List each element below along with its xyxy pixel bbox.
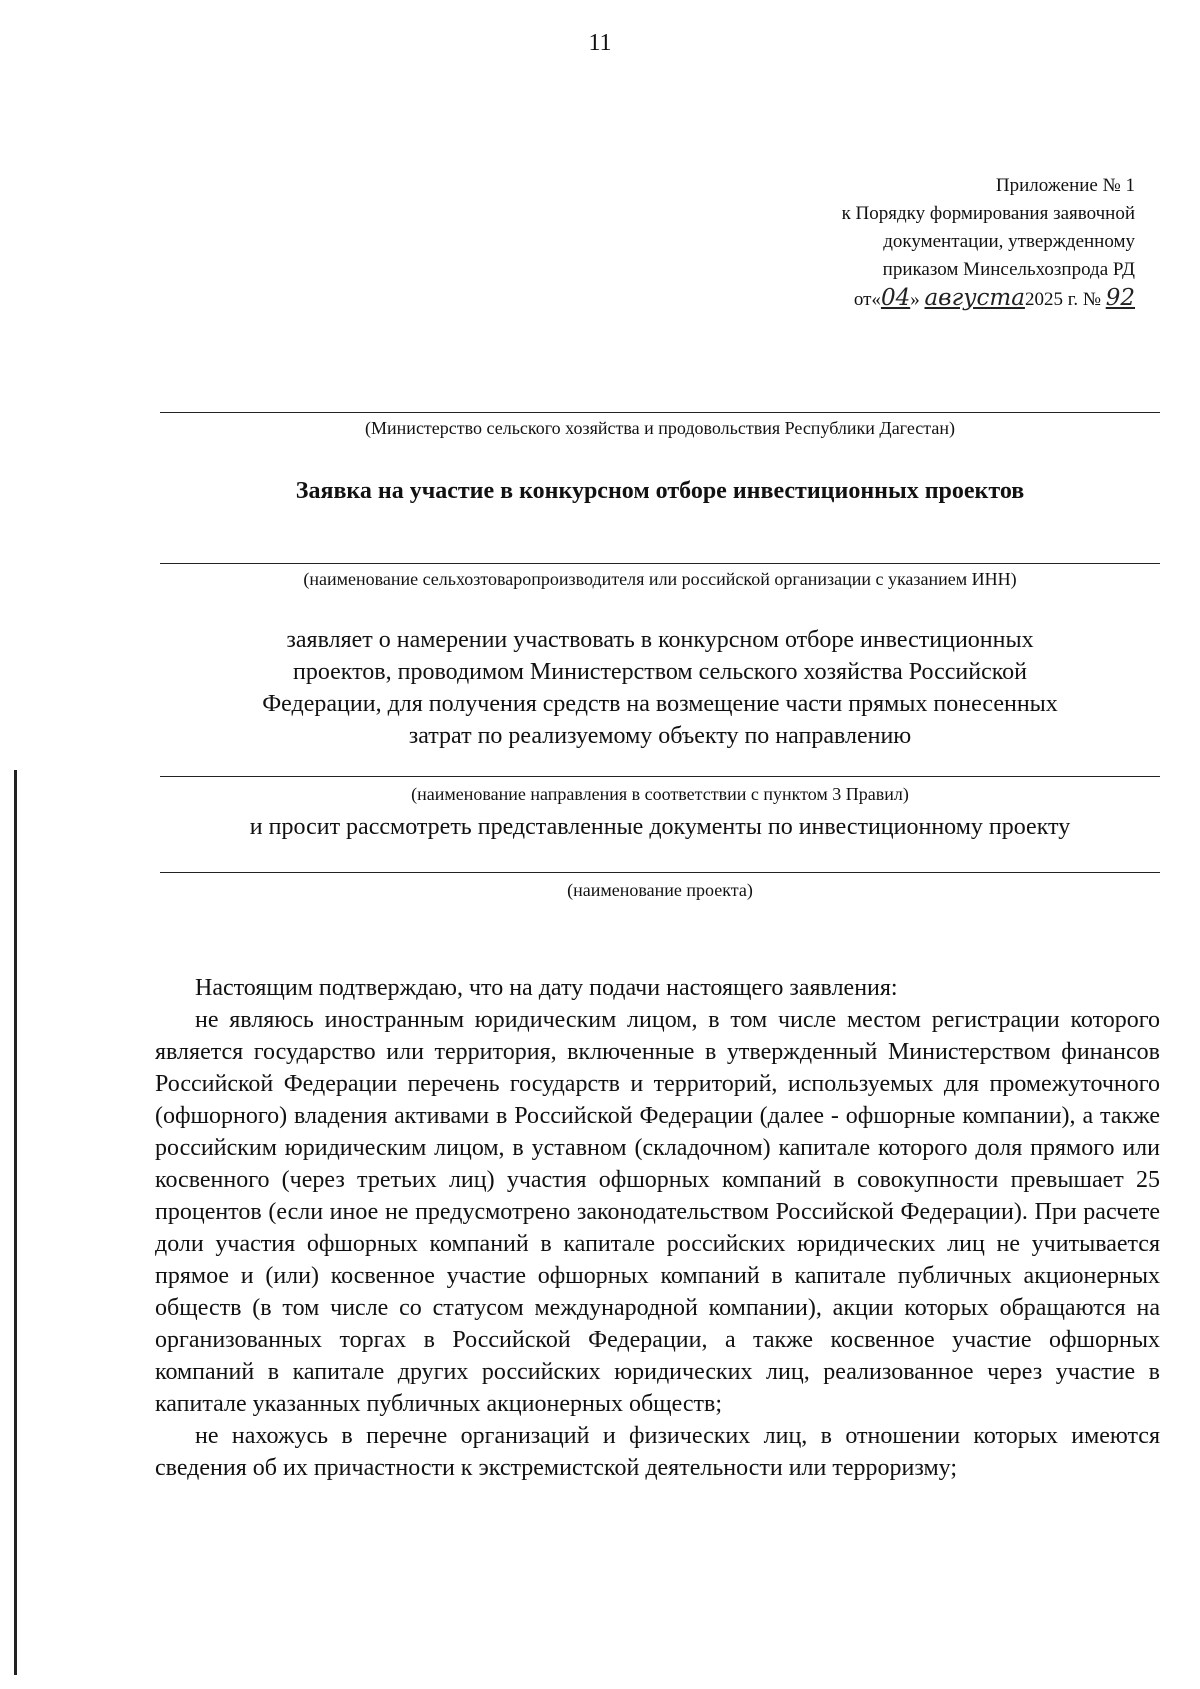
declaration-line-2: проектов, проводимом Министерством сельского хозяйства Российской bbox=[292, 659, 1028, 685]
scan-margin-line bbox=[14, 770, 17, 1675]
date-year: 2025 г. № bbox=[1024, 289, 1101, 310]
applicant-rule bbox=[160, 563, 1160, 564]
project-caption: (наименование проекта) bbox=[567, 880, 753, 900]
direction-caption: (наименование направления в соответствии с пунктом 3 Правил) bbox=[411, 784, 909, 804]
direction-rule bbox=[160, 776, 1160, 777]
ministry-caption: (Министерство сельского хозяйства и продовольствия Республики Дагестан) bbox=[365, 418, 955, 438]
appendix-line-4: приказом Минсельхозпрода РД bbox=[882, 259, 1135, 280]
ministry-rule bbox=[160, 412, 1160, 413]
declaration-line-4: затрат по реализуемому объекту по направлению bbox=[408, 723, 912, 749]
declaration-line-3: Федерации, для получения средств на возмещение части прямых понесенных bbox=[262, 691, 1058, 717]
declaration-text bbox=[160, 624, 1160, 752]
body-paragraph-1: Настоящим подтверждаю, что на дату подачи настоящего заявления: bbox=[195, 975, 898, 1001]
request-line: и просит рассмотреть представленные документы по инвестиционному проекту bbox=[249, 814, 1071, 840]
body-paragraph-3: не нахожусь в перечне организаций и физических лиц, в отношении которых имеются сведения об их причастности к экстремистской деятельности или терроризму; bbox=[155, 1423, 1160, 1481]
document-title: Заявка на участие в конкурсном отборе инвестиционных проектов bbox=[295, 478, 1025, 504]
project-rule bbox=[160, 872, 1160, 873]
declaration-line-1: заявляет о намерении участвовать в конкурсном отборе инвестиционных bbox=[286, 627, 1034, 653]
applicant-caption: (наименование сельхозтоваропроизводителя или российской организации с указанием ИНН) bbox=[303, 569, 1017, 589]
appendix-line-3: документации, утвержденному bbox=[883, 231, 1135, 252]
date-quote: » bbox=[910, 289, 920, 310]
date-month-handwritten: августа bbox=[924, 285, 1025, 311]
appendix-line-1: Приложение № 1 bbox=[995, 175, 1135, 196]
body-paragraph-2: не являюсь иностранным юридическим лицом, в том числе местом регистрации которого является государство или территория, включенные в утвержденный Министерством финансов Российской Федерации перечень государств и территорий, используемых для промежуточного (офшорного) владения активами в Российской Федерации (далее - офшорные компании), а также российским юридическим лицом, в уставном (складочном) капитале которого доля прямого или косвенного (через третьих лиц) участия офшорных компаний в совокупности превышает 25 процентов (если иное не предусмотрено законодательством Российской Федерации). При расчете доли участия офшорных компаний в капитале российских юридических лиц не учитывается прямое и (или) косвенное участие офшорных компаний в капитале публичных акционерных обществ (в том числе со статусом международной компании), акции которых обращаются на организованных торгах в Российской Федерации, а также косвенное участие офшорных компаний в капитале других российских юридических лиц, реализованное через участие в капитале указанных публичных акционерных обществ; bbox=[155, 1007, 1160, 1417]
appendix-header bbox=[720, 172, 1135, 314]
body-text bbox=[155, 972, 1160, 1484]
date-prefix: от« bbox=[853, 289, 881, 310]
appendix-line-2: к Порядку формирования заявочной bbox=[841, 203, 1135, 224]
date-day-handwritten: 04 bbox=[880, 285, 911, 311]
order-number-handwritten: 92 bbox=[1105, 285, 1135, 311]
page-number: 11 bbox=[588, 30, 612, 56]
appendix-date-line bbox=[720, 284, 1135, 314]
